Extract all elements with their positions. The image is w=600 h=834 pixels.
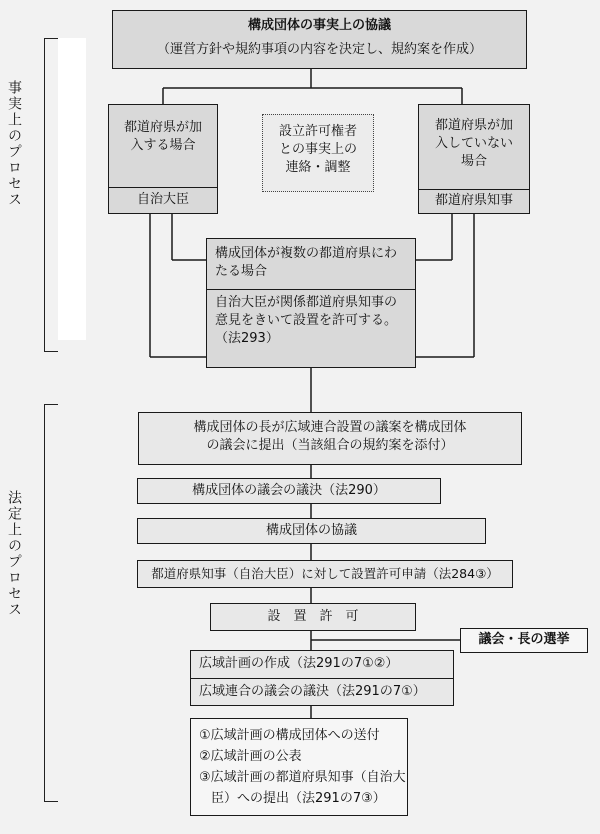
label-panel bbox=[58, 38, 86, 340]
final-line1: ①広域計画の構成団体への送付 bbox=[199, 728, 380, 743]
final-line3: ③広域計画の都道府県知事（自治大 bbox=[199, 770, 406, 785]
pref-not-join-footer: 都道府県知事 bbox=[419, 189, 529, 214]
assembly-vote-box: 構成団体の議会の議決（法290） bbox=[137, 478, 441, 504]
final-box bbox=[190, 718, 408, 816]
plan-line1: 広域計画の作成（法291の7①②） bbox=[199, 656, 399, 671]
plan-line2: 広域連合の議会の議決（法291の7①） bbox=[191, 678, 453, 706]
bracket-legal bbox=[44, 404, 58, 802]
multi-pref-box bbox=[206, 238, 416, 368]
pref-not-join-line3: 場合 bbox=[460, 154, 487, 169]
multi-pref-line3: 自治大臣が関係都道府県知事の bbox=[215, 295, 398, 310]
authority-line1: 設立許可権者 bbox=[278, 124, 357, 139]
submit-bill-box bbox=[138, 412, 522, 465]
consultation-box bbox=[112, 10, 527, 69]
apply-box: 都道府県知事（自治大臣）に対して設置許可申請（法284③） bbox=[137, 560, 513, 588]
election-box: 議会・長の選挙 bbox=[460, 628, 588, 653]
pref-join-footer: 自治大臣 bbox=[109, 187, 217, 214]
bracket-de-facto bbox=[44, 38, 58, 352]
multi-pref-line4: 意見をきいて設置を許可する。 bbox=[215, 313, 398, 328]
pref-not-join-line1: 都道府県が加 bbox=[434, 118, 513, 133]
multi-pref-line5: （法293） bbox=[215, 331, 279, 346]
submit-bill-line2: の議会に提出（当該組合の規約案を添付） bbox=[206, 438, 454, 453]
pref-not-join-box bbox=[418, 104, 530, 214]
pref-join-line2: 入する場合 bbox=[130, 138, 196, 153]
consult-box: 構成団体の協議 bbox=[137, 518, 486, 544]
submit-bill-line1: 構成団体の長が広域連合設置の議案を構成団体 bbox=[193, 420, 467, 435]
pref-join-box bbox=[108, 104, 218, 214]
plan-box bbox=[190, 650, 454, 706]
multi-pref-line1: 構成団体が複数の都道府県にわ bbox=[215, 246, 398, 261]
multi-pref-line2: たる場合 bbox=[215, 264, 268, 279]
authority-line3: 連絡・調整 bbox=[285, 160, 351, 175]
consultation-detail: （運営方針や規約事項の内容を決定し、規約案を作成） bbox=[156, 42, 482, 57]
authority-liaison-box bbox=[262, 114, 374, 192]
final-line2: ②広域計画の公表 bbox=[199, 749, 302, 764]
permit-box: 設 置 許 可 bbox=[210, 603, 416, 631]
pref-join-line1: 都道府県が加 bbox=[123, 120, 202, 135]
label-de-facto: 事実上のプロセス bbox=[6, 80, 22, 208]
consultation-title: 構成団体の事実上の協議 bbox=[247, 18, 391, 33]
final-line4: 臣）への提出（法291の7③） bbox=[211, 791, 386, 806]
label-legal: 法定上のプロセス bbox=[6, 490, 22, 618]
authority-line2: との事実上の bbox=[278, 142, 357, 157]
pref-not-join-line2: 入していない bbox=[434, 136, 513, 151]
